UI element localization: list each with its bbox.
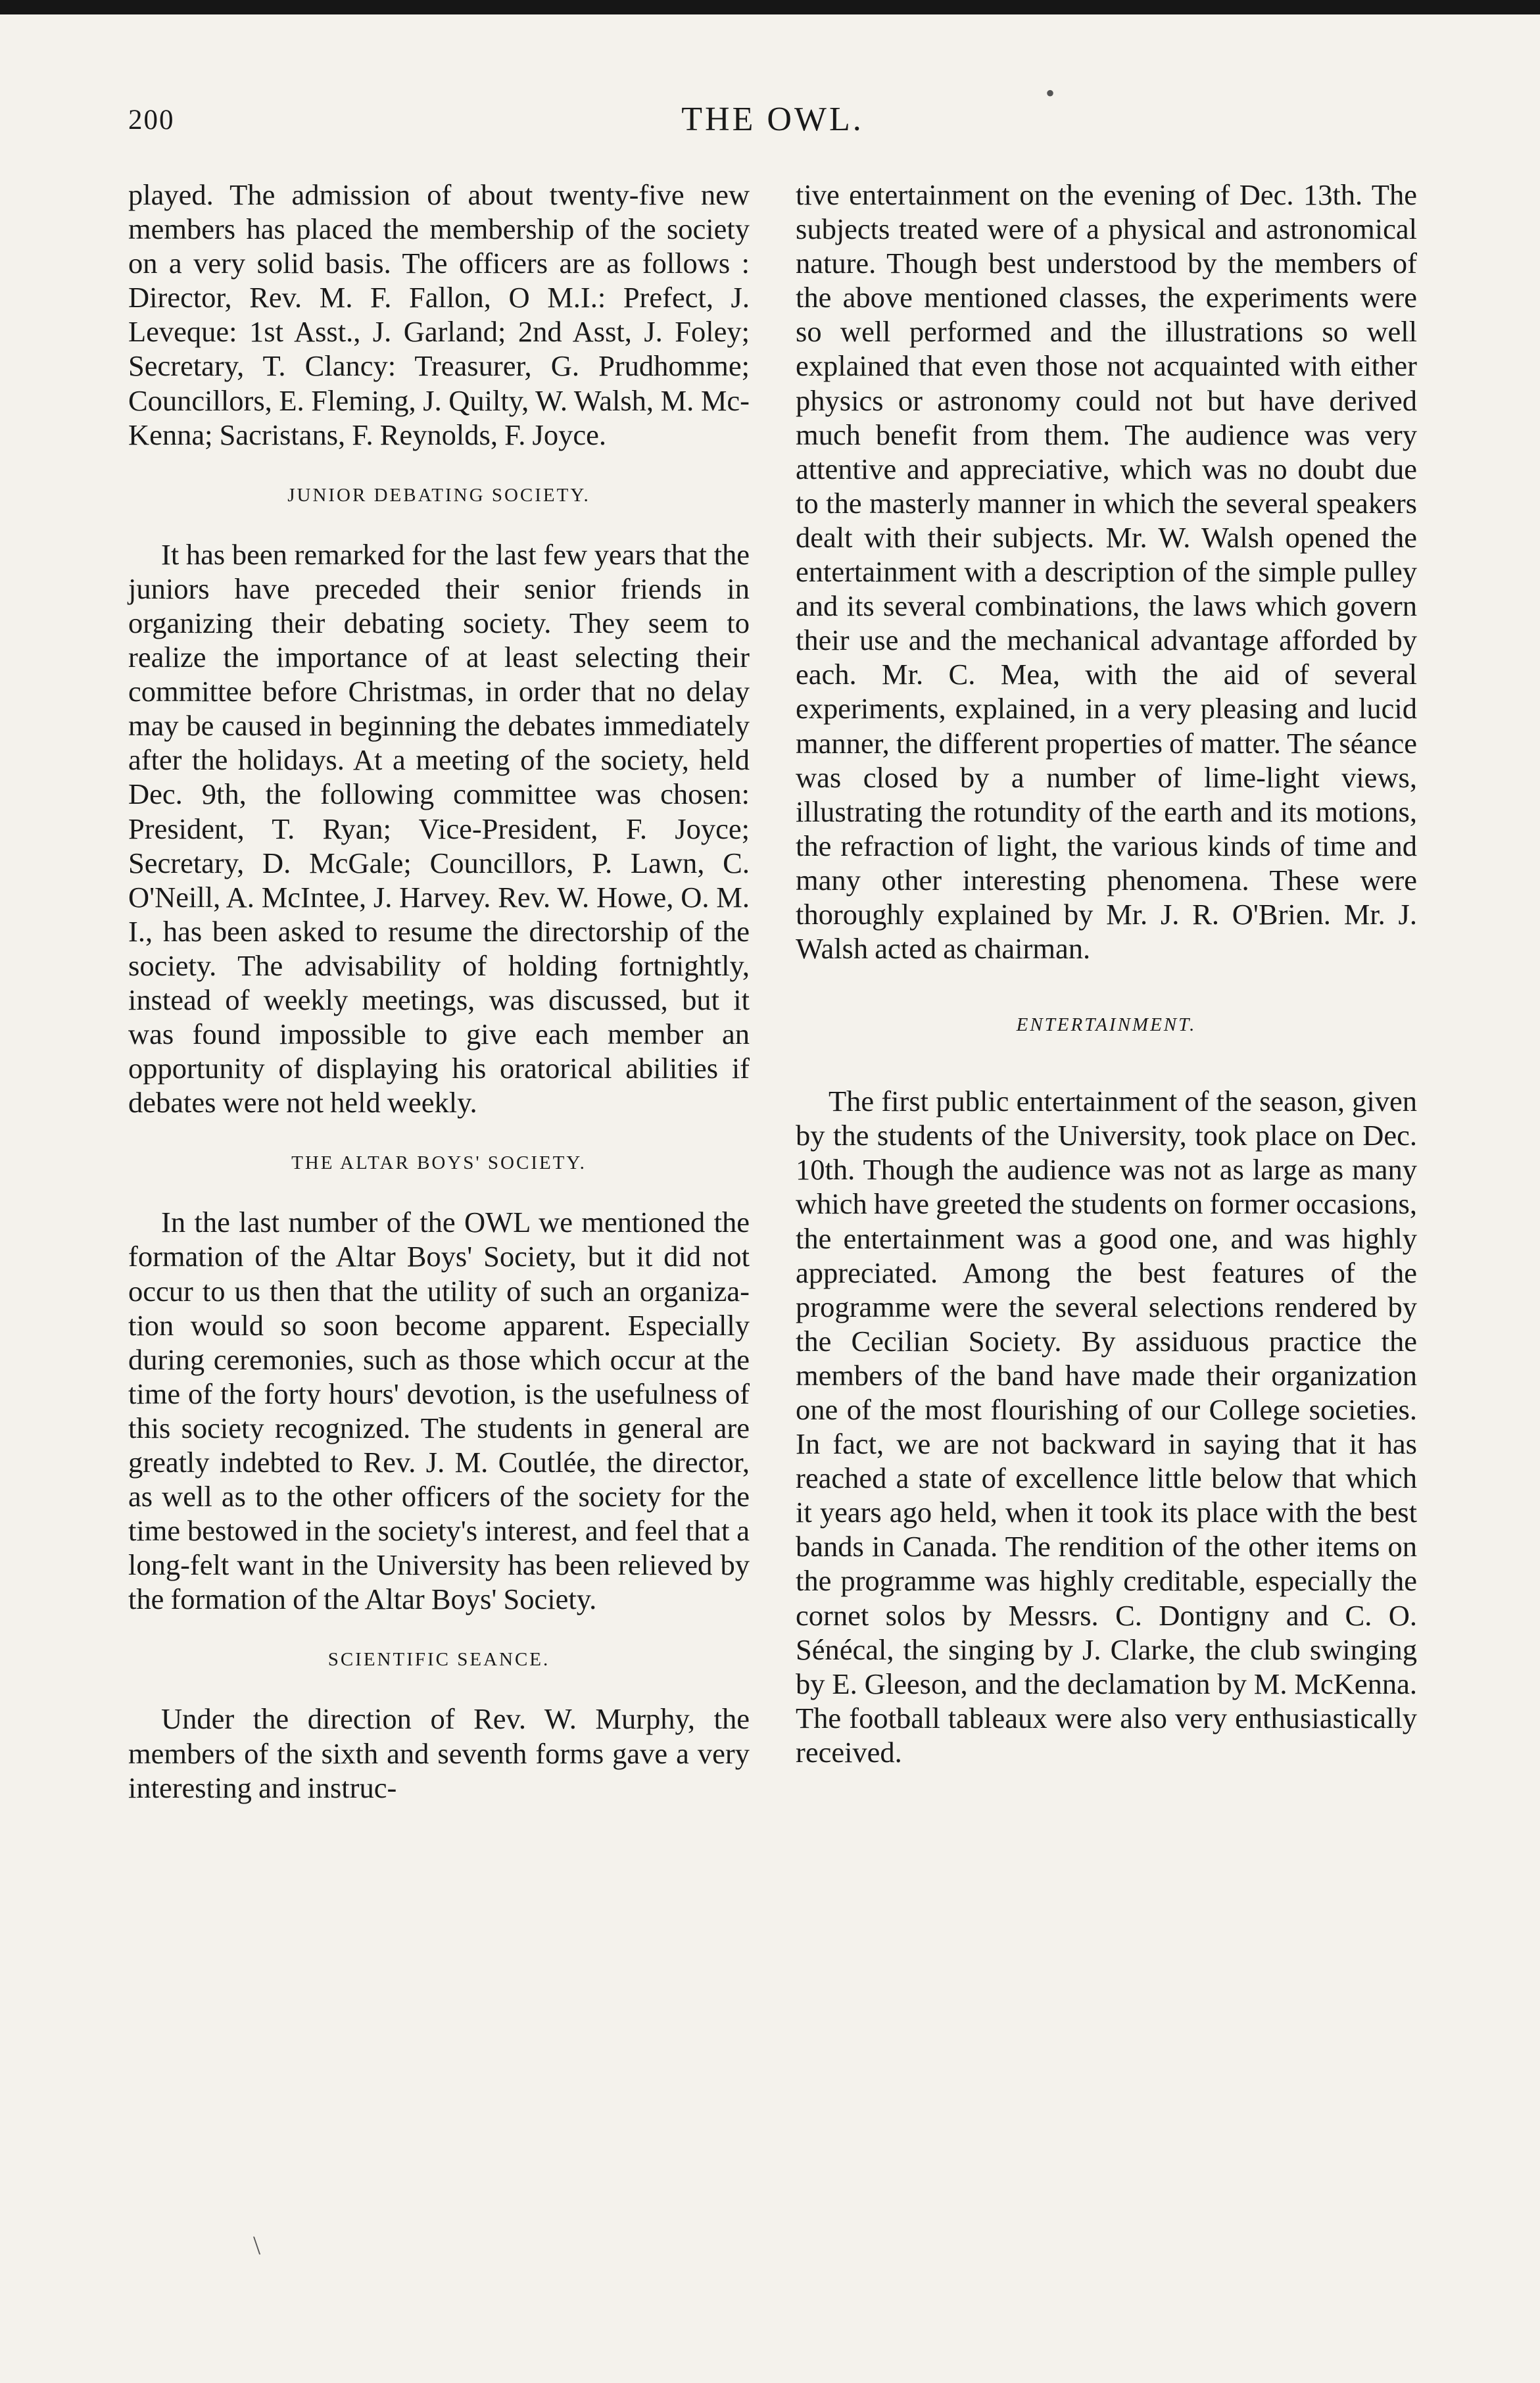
journal-title: THE OWL. xyxy=(681,101,864,138)
page-number: 200 xyxy=(128,105,175,135)
left-column xyxy=(128,178,750,1805)
printing-speck: • xyxy=(1046,78,1055,108)
paragraph-junior-debating-society: It has been remarked for the last few years that the juniors have preceded their senior friends in organizing their debating society. They seem to realize the importance of at least selecting their committee before Christmas, in order that no delay may be caused in beginning the debates immediately after the holidays. At a meeting of the society, held Dec. 9th, the following committee was chosen: President, T. Ryan; Vice-President, F. Joyce; Secretary, D. McGale; Councillors, P. Lawn, C. O'Neill, A. McIntee, J. Harvey. Rev. W. Howe, O. M. I., has been asked to resume the directorship of the society. The advisability of holding fortnightly, instead of weekly meetings, was discussed, but it was found impossible to give each member an opportunity of displaying his oratorical abilities if debates were not held weekly. xyxy=(128,537,750,1119)
paragraph-altar-boys-society: In the last number of the OWL we mentioned the formation of the Altar Boys' Society, but it did not occur to us then that the utility of such an organization would so soon become apparent. Especially during ceremonies, such as those which occur at the time of the forty hours' devotion, is the usefulness of this society recognized. The students in general are greatly indebted to Rev. J. M. Coutlée, the director, as well as to the other officers of the society for the time bestowed in the society's interest, and feel that a long-felt want in the University has been relieved by the formation of the Altar Boys' Society. xyxy=(128,1206,750,1616)
printing-speck: \ xyxy=(253,2230,261,2260)
heading-entertainment: ENTERTAINMENT. xyxy=(1016,1014,1197,1036)
right-column xyxy=(796,178,1417,1769)
paragraph-scientific-seance-continued: tive entertainment on the evening of Dec. 13th. The subjects treated were of a physical and astronomical nature. Though best understood by the members of the above mentioned classes, the experiments were so well performed and the illustrations so well explained that even those not acquainted with either physics or astronomy could not but have derived much benefit from them. The audience was very attentive and appreciative, which was no doubt due to the masterly manner in which the several speakers dealt with their subjects. Mr. W. Walsh opened the entertainment with a description of the simple pulley and its several combinations, the laws which govern their use and the mechanical advantage afforded by each. Mr. C. Mea, with the aid of several experiments, explained, in a very pleasing and lucid manner, the different properties of matter. The séance was closed by a number of lime-light views, illustrating the rotundity of the earth and its motions, the refraction of light, the various kinds of time and many other interesting phenomena. These were thoroughly explained by Mr. J. R. O'Brien. Mr. J. Walsh acted as chairman. xyxy=(796,178,1417,966)
running-head xyxy=(128,101,1417,143)
heading-altar-boys-society: THE ALTAR BOYS' SOCIETY. xyxy=(291,1152,587,1174)
heading-scientific-seance: SCIENTIFIC SEANCE. xyxy=(327,1649,550,1671)
paragraph-entertainment: The first public entertainment of the season, given by the students of the University, took place on Dec. 10th. Though the audience was not as large as many which have greeted the students on former occasions, the entertainment was a good one, and was highly appreciated. Among the best features of the programme were the several selections rendered by the Cecilian Society. By assiduous practice the members of the band have made their organization one of the most flourishing of our College societies. In fact, we are not backward in saying that it has reached a state of excellence little below that which it years ago held, when it took its place with the best bands in Canada. The rendition of the other items on the programme was highly creditable, especially the cornet solos by Messrs. C. Dontigny and C. O. Sénécal, the singing by J. Clarke, the club swinging by E. Gleeson, and the declamation by M. McKenna. The football tableaux were also very enthusiastically received. xyxy=(796,1085,1417,1769)
top-border-rule xyxy=(0,0,1540,14)
paragraph-scientific-seance-start: Under the direction of Rev. W. Murphy, the members of the sixth and seventh forms gave a very interesting and instruc- xyxy=(128,1702,750,1804)
heading-junior-debating-society: JUNIOR DEBATING SOCIETY. xyxy=(287,484,590,506)
paragraph-officers: played. The admission of about twenty-five new members has placed the membership of the society on a very solid basis. The officers are as follows : Director, Rev. M. F. Fallon, O M.I.: Prefect, J. Leveque: 1st Asst., J. Garland; 2nd Asst, J. Foley; Secretary, T. Clancy: Treasurer, G. Prudhomme; Councillors, E. Fleming, J. Quilty, W. Walsh, M. McKenna; Sacristans, F. Reynolds, F. Joyce. xyxy=(128,178,750,451)
